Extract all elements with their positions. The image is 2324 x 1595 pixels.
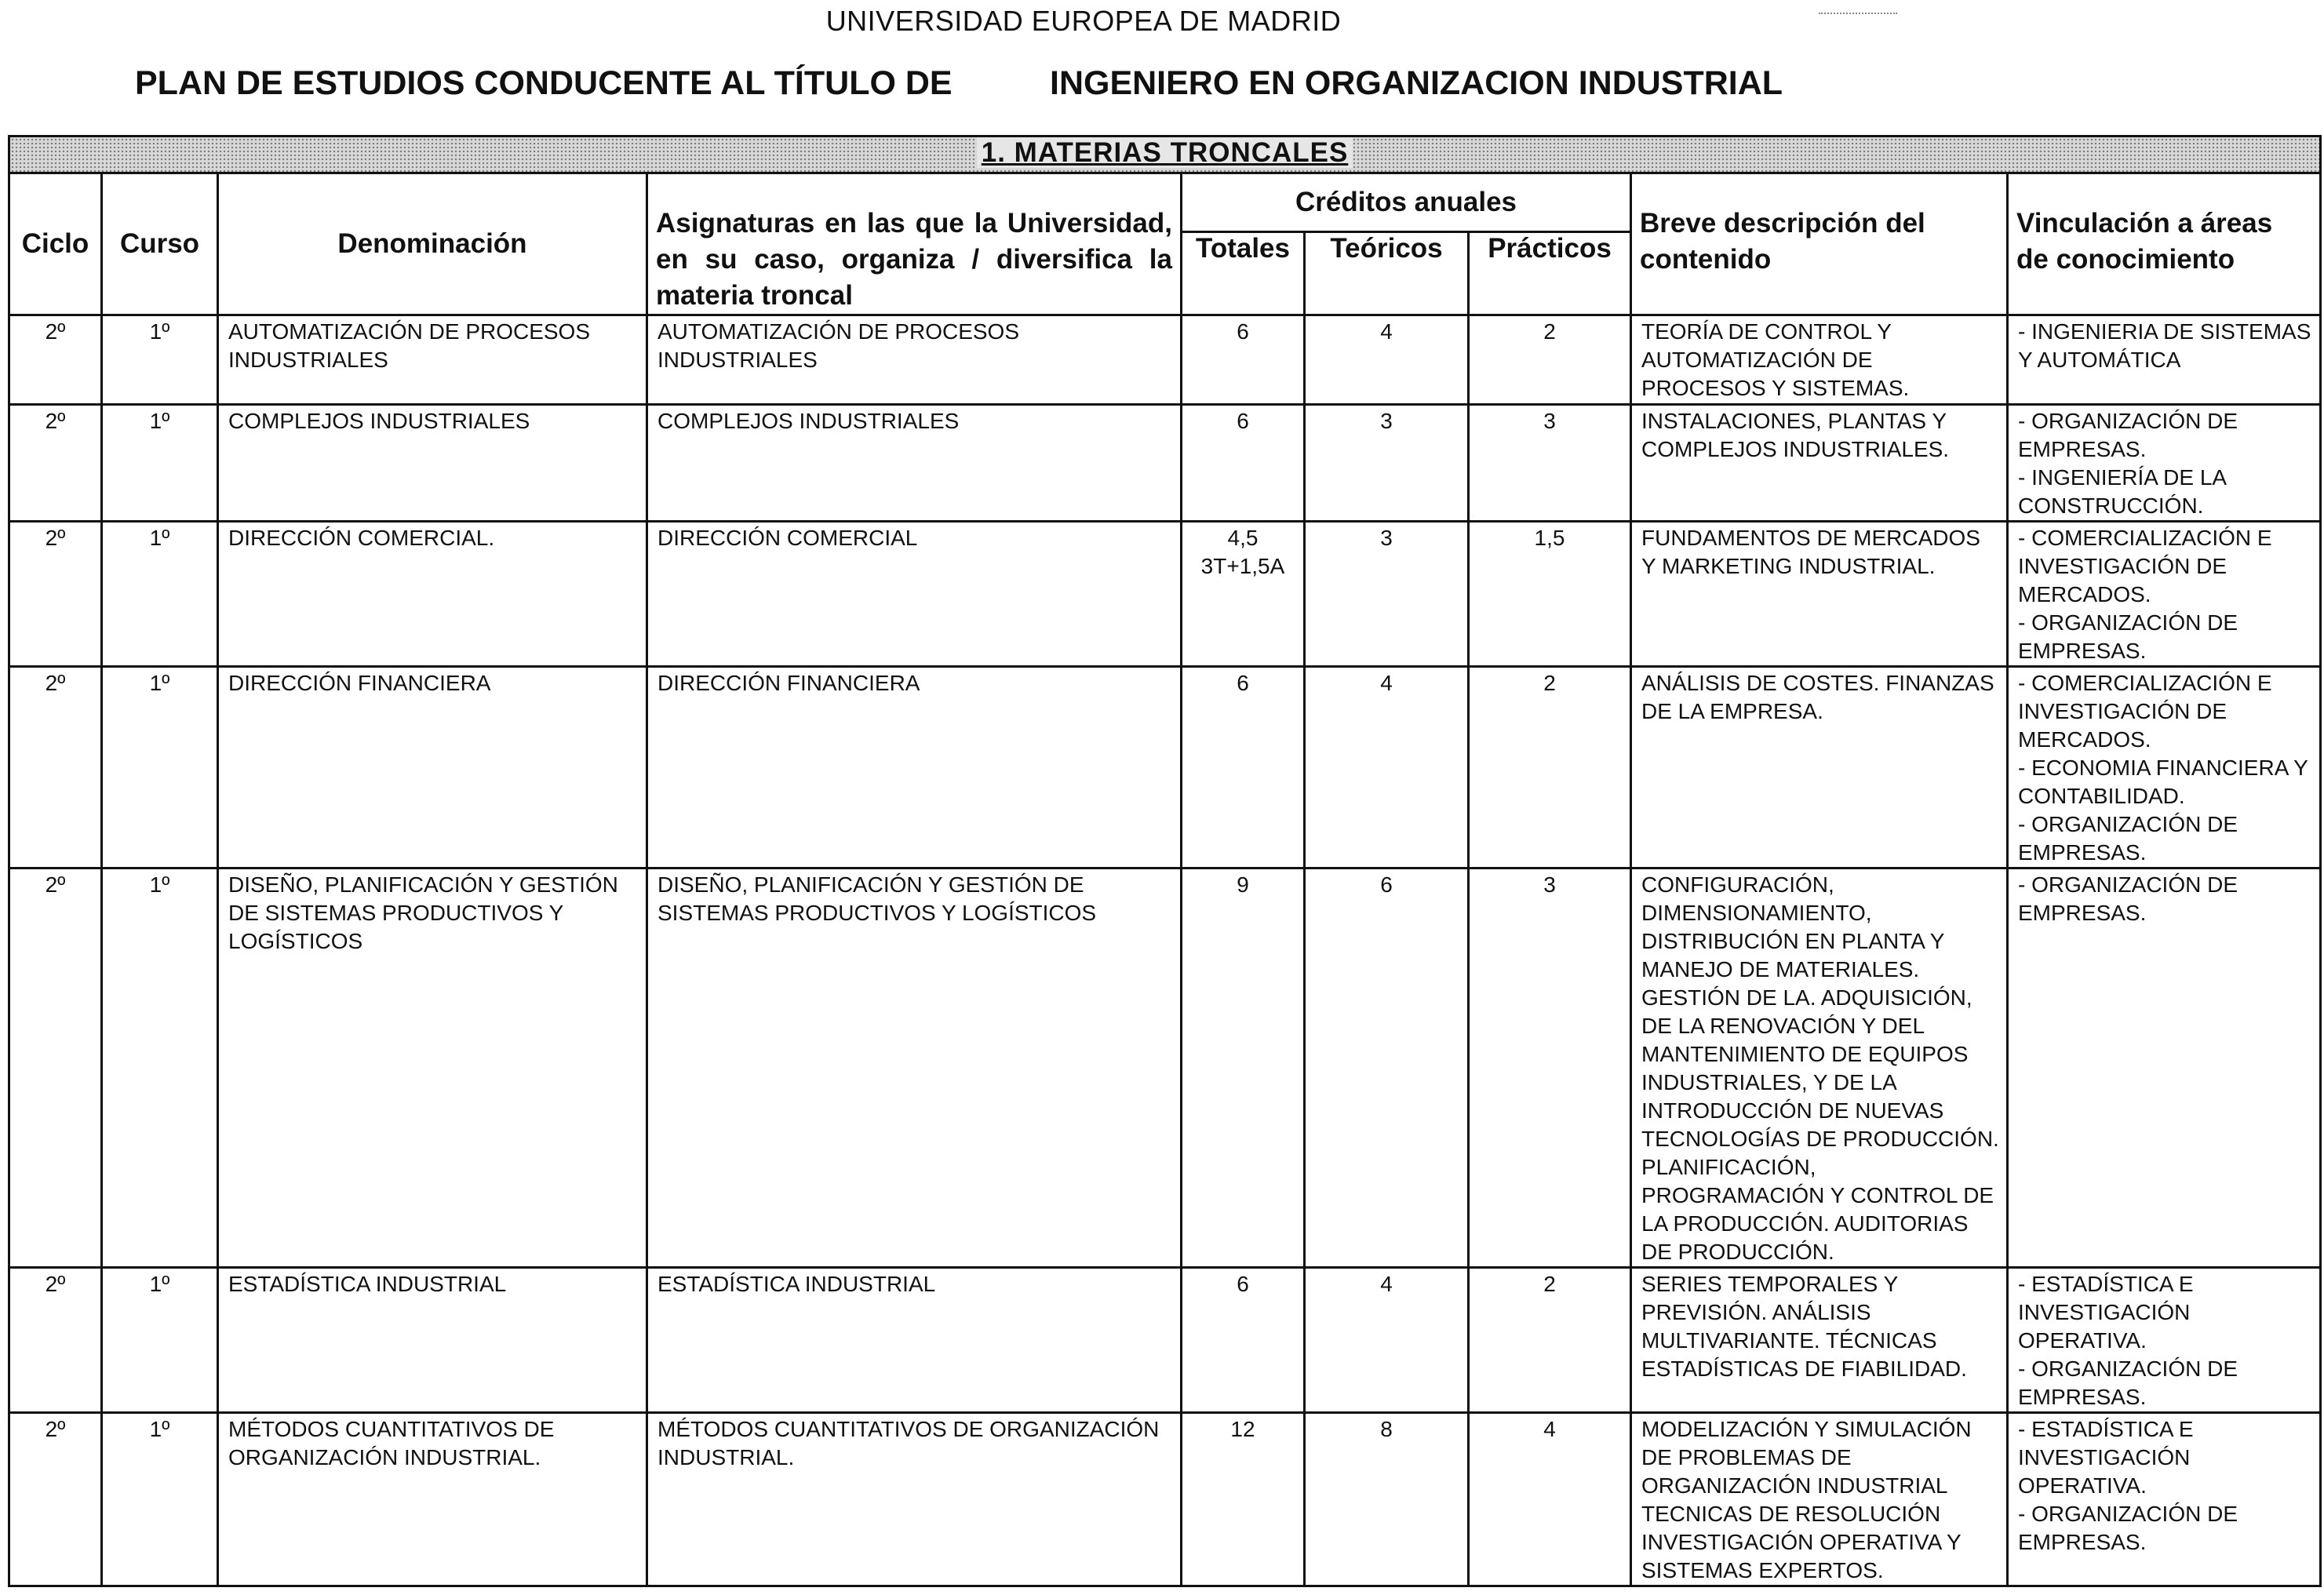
cell-vinculacion-text: - ORGANIZACIÓN DE EMPRESAS. - INGENIERÍA DE LA CONSTRUCCIÓN.	[2018, 409, 2238, 518]
cell-practicos	[1469, 315, 1631, 405]
table-row	[9, 1268, 2321, 1413]
cell-teoricos	[1305, 667, 1469, 869]
cell-practicos-text: 3	[1543, 409, 1556, 433]
cell-descripcion	[1631, 869, 2008, 1268]
cell-practicos	[1469, 1268, 1631, 1413]
cell-denominacion-text: DISEÑO, PLANIFICACIÓN Y GESTIÓN DE SISTEMAS PRODUCTIVOS Y LOGÍSTICOS	[228, 872, 618, 953]
table-row	[9, 522, 2321, 667]
cell-curso-text: 1º	[149, 872, 170, 897]
cell-denominacion-text: AUTOMATIZACIÓN DE PROCESOS INDUSTRIALES	[228, 319, 591, 372]
col-header-denominacion: Denominación	[218, 173, 647, 315]
col-header-practicos: Prácticos	[1469, 231, 1631, 315]
cell-practicos	[1469, 667, 1631, 869]
cell-totales	[1182, 1268, 1305, 1413]
plan-title: PLAN DE ESTUDIOS CONDUCENTE AL TÍTULO DE	[135, 64, 953, 102]
section-header	[9, 137, 2321, 173]
cell-descripcion	[1631, 667, 2008, 869]
cell-ciclo	[9, 1413, 102, 1586]
cell-practicos-text: 1,5	[1534, 526, 1565, 550]
cell-descripcion	[1631, 1413, 2008, 1586]
cell-practicos	[1469, 405, 1631, 522]
cell-denominacion-text: MÉTODOS CUANTITATIVOS DE ORGANIZACIÓN INDUSTRIAL.	[228, 1417, 555, 1469]
cell-curso	[102, 405, 218, 522]
cell-asignaturas-text: MÉTODOS CUANTITATIVOS DE ORGANIZACIÓN INDUSTRIAL.	[657, 1417, 1160, 1469]
cell-vinculacion	[2008, 1413, 2321, 1586]
cell-denominacion-text: DIRECCIÓN COMERCIAL.	[228, 526, 495, 550]
cell-asignaturas-text: DISEÑO, PLANIFICACIÓN Y GESTIÓN DE SISTEMAS PRODUCTIVOS Y LOGÍSTICOS	[657, 872, 1097, 925]
cell-curso	[102, 315, 218, 405]
cell-teoricos	[1305, 522, 1469, 667]
cell-totales-note: 3T+1,5A	[1200, 554, 1285, 578]
cell-totales-text: 9	[1237, 872, 1249, 897]
cell-denominacion	[218, 1413, 647, 1586]
cell-ciclo	[9, 405, 102, 522]
cell-denominacion-text: ESTADÍSTICA INDUSTRIAL	[228, 1272, 507, 1296]
cell-descripcion-text: CONFIGURACIÓN, DIMENSIONAMIENTO, DISTRIBUCIÓN EN PLANTA Y MANEJO DE MATERIALES. GESTIÓN DE LA. ADQUISICIÓN, DE LA RENOVACIÓN Y DEL MANTENIMIENTO DE EQUIPOS INDUSTRIALES, Y DE LA INTRODUCCIÓN DE NUEVAS TECNOLOGÍAS DE PRODUCCIÓN. PLANIFICACIÓN, PROGRAMACIÓN Y CONTROL DE LA PRODUCCIÓN. AUDITORIAS DE PRODUCCIÓN.	[1641, 872, 1999, 1264]
table-row	[9, 667, 2321, 869]
cell-descripcion-text: MODELIZACIÓN Y SIMULACIÓN DE PROBLEMAS DE ORGANIZACIÓN INDUSTRIAL TECNICAS DE RESOLUCIÓN INVESTIGACIÓN OPERATIVA Y SISTEMAS EXPERTOS.	[1641, 1417, 1972, 1582]
cell-vinculacion-text: - ESTADÍSTICA E INVESTIGACIÓN OPERATIVA. - ORGANIZACIÓN DE EMPRESAS.	[2018, 1417, 2238, 1554]
table-row	[9, 869, 2321, 1268]
cell-curso-text: 1º	[149, 526, 170, 550]
cell-ciclo-text: 2º	[45, 1417, 66, 1441]
cell-practicos-text: 2	[1543, 319, 1556, 344]
cell-asignaturas	[647, 405, 1182, 522]
cell-vinculacion	[2008, 869, 2321, 1268]
cell-vinculacion-text: - COMERCIALIZACIÓN E INVESTIGACIÓN DE MERCADOS. - ECONOMIA FINANCIERA Y CONTABILIDAD. - ORGANIZACIÓN DE EMPRESAS.	[2018, 671, 2308, 865]
university-name: UNIVERSIDAD EUROPEA DE MADRID	[825, 5, 1342, 37]
cell-practicos	[1469, 1413, 1631, 1586]
curriculum-table	[8, 135, 2322, 1587]
cell-curso-text: 1º	[149, 1272, 170, 1296]
cell-vinculacion	[2008, 522, 2321, 667]
cell-vinculacion-text: - INGENIERIA DE SISTEMAS Y AUTOMÁTICA	[2018, 319, 2311, 372]
table-row	[9, 405, 2321, 522]
cell-teoricos	[1305, 405, 1469, 522]
cell-teoricos	[1305, 869, 1469, 1268]
col-header-vinculacion: Vinculación a áreas de conocimiento	[2008, 173, 2321, 315]
cell-asignaturas-text: AUTOMATIZACIÓN DE PROCESOS INDUSTRIALES	[657, 319, 1020, 372]
cell-teoricos-text: 4	[1380, 1272, 1393, 1296]
cell-descripcion	[1631, 315, 2008, 405]
cell-ciclo-text: 2º	[45, 1272, 66, 1296]
cell-totales-text: 12	[1230, 1417, 1255, 1441]
cell-ciclo-text: 2º	[45, 671, 66, 695]
cell-asignaturas	[647, 667, 1182, 869]
cell-denominacion	[218, 405, 647, 522]
cell-vinculacion-text: - ESTADÍSTICA E INVESTIGACIÓN OPERATIVA. - ORGANIZACIÓN DE EMPRESAS.	[2018, 1272, 2238, 1409]
cell-curso	[102, 1413, 218, 1586]
cell-asignaturas-text: COMPLEJOS INDUSTRIALES	[657, 409, 960, 433]
cell-totales-text: 6	[1237, 319, 1249, 344]
cell-ciclo	[9, 522, 102, 667]
cell-practicos-text: 2	[1543, 671, 1556, 695]
cell-teoricos-text: 4	[1380, 319, 1393, 344]
cell-totales-text: 6	[1237, 1272, 1249, 1296]
col-header-asignaturas: Asignaturas en las que la Universidad, en su caso, organiza / diversifica la materia troncal	[647, 173, 1182, 315]
cell-ciclo	[9, 869, 102, 1268]
cell-asignaturas-text: DIRECCIÓN FINANCIERA	[657, 671, 920, 695]
cell-vinculacion-text: - ORGANIZACIÓN DE EMPRESAS.	[2018, 872, 2238, 925]
cell-curso-text: 1º	[149, 409, 170, 433]
cell-denominacion	[218, 522, 647, 667]
cell-totales-text: 6	[1237, 409, 1249, 433]
cell-curso	[102, 522, 218, 667]
cell-curso	[102, 1268, 218, 1413]
cell-asignaturas	[647, 522, 1182, 667]
cell-descripcion-text: SERIES TEMPORALES Y PREVISIÓN. ANÁLISIS MULTIVARIANTE. TÉCNICAS ESTADÍSTICAS DE FIABILIDAD.	[1641, 1272, 1967, 1381]
scan-mark	[1819, 13, 1897, 14]
cell-ciclo	[9, 315, 102, 405]
cell-descripcion	[1631, 522, 2008, 667]
cell-vinculacion	[2008, 315, 2321, 405]
cell-descripcion-text: INSTALACIONES, PLANTAS Y COMPLEJOS INDUSTRIALES.	[1641, 409, 1950, 461]
cell-teoricos	[1305, 315, 1469, 405]
cell-practicos	[1469, 522, 1631, 667]
col-header-totales: Totales	[1182, 231, 1305, 315]
cell-practicos-text: 2	[1543, 1272, 1556, 1296]
cell-asignaturas	[647, 1413, 1182, 1586]
cell-teoricos-text: 3	[1380, 409, 1393, 433]
cell-descripcion-text: TEORÍA DE CONTROL Y AUTOMATIZACIÓN DE PROCESOS Y SISTEMAS.	[1641, 319, 1910, 400]
cell-practicos-text: 3	[1543, 872, 1556, 897]
cell-vinculacion	[2008, 1268, 2321, 1413]
cell-teoricos-text: 4	[1380, 671, 1393, 695]
cell-teoricos-text: 3	[1380, 526, 1393, 550]
cell-curso-text: 1º	[149, 319, 170, 344]
cell-curso	[102, 667, 218, 869]
cell-totales	[1182, 405, 1305, 522]
table-row	[9, 1413, 2321, 1586]
cell-curso	[102, 869, 218, 1268]
cell-vinculacion-text: - COMERCIALIZACIÓN E INVESTIGACIÓN DE MERCADOS. - ORGANIZACIÓN DE EMPRESAS.	[2018, 526, 2272, 663]
cell-descripcion-text: ANÁLISIS DE COSTES. FINANZAS DE LA EMPRESA.	[1641, 671, 1994, 723]
cell-denominacion-text: COMPLEJOS INDUSTRIALES	[228, 409, 530, 433]
cell-teoricos	[1305, 1413, 1469, 1586]
cell-totales-text: 4,5	[1227, 526, 1259, 550]
col-header-descripcion: Breve descripción del contenido	[1631, 173, 2008, 315]
cell-practicos-text: 4	[1543, 1417, 1556, 1441]
cell-ciclo-text: 2º	[45, 409, 66, 433]
table-row	[9, 315, 2321, 405]
col-header-teoricos: Teóricos	[1305, 231, 1469, 315]
col-header-ciclo: Ciclo	[9, 173, 102, 315]
cell-ciclo-text: 2º	[45, 872, 66, 897]
cell-totales	[1182, 315, 1305, 405]
cell-practicos	[1469, 869, 1631, 1268]
cell-teoricos	[1305, 1268, 1469, 1413]
cell-totales	[1182, 1413, 1305, 1586]
cell-ciclo-text: 2º	[45, 526, 66, 550]
cell-ciclo	[9, 667, 102, 869]
cell-totales	[1182, 869, 1305, 1268]
col-header-curso: Curso	[102, 173, 218, 315]
cell-curso-text: 1º	[149, 1417, 170, 1441]
cell-denominacion-text: DIRECCIÓN FINANCIERA	[228, 671, 491, 695]
cell-teoricos-text: 8	[1380, 1417, 1393, 1441]
cell-asignaturas	[647, 869, 1182, 1268]
col-header-creditos: Créditos anuales	[1182, 173, 1631, 232]
cell-denominacion	[218, 869, 647, 1268]
cell-asignaturas-text: DIRECCIÓN COMERCIAL	[657, 526, 918, 550]
cell-vinculacion	[2008, 405, 2321, 522]
cell-descripcion	[1631, 1268, 2008, 1413]
cell-totales-text: 6	[1237, 671, 1249, 695]
cell-teoricos-text: 6	[1380, 872, 1393, 897]
cell-denominacion	[218, 315, 647, 405]
cell-descripcion	[1631, 405, 2008, 522]
cell-curso-text: 1º	[149, 671, 170, 695]
cell-descripcion-text: FUNDAMENTOS DE MERCADOS Y MARKETING INDUSTRIAL.	[1641, 526, 1980, 578]
cell-asignaturas	[647, 1268, 1182, 1413]
cell-ciclo-text: 2º	[45, 319, 66, 344]
section-title: 1. MATERIAS TRONCALES	[977, 137, 1353, 168]
cell-denominacion	[218, 667, 647, 869]
cell-vinculacion	[2008, 667, 2321, 869]
cell-asignaturas-text: ESTADÍSTICA INDUSTRIAL	[657, 1272, 936, 1296]
cell-totales	[1182, 667, 1305, 869]
cell-totales	[1182, 522, 1305, 667]
degree-title: INGENIERO EN ORGANIZACION INDUSTRIAL	[1050, 64, 1783, 102]
cell-denominacion	[218, 1268, 647, 1413]
cell-asignaturas	[647, 315, 1182, 405]
cell-ciclo	[9, 1268, 102, 1413]
